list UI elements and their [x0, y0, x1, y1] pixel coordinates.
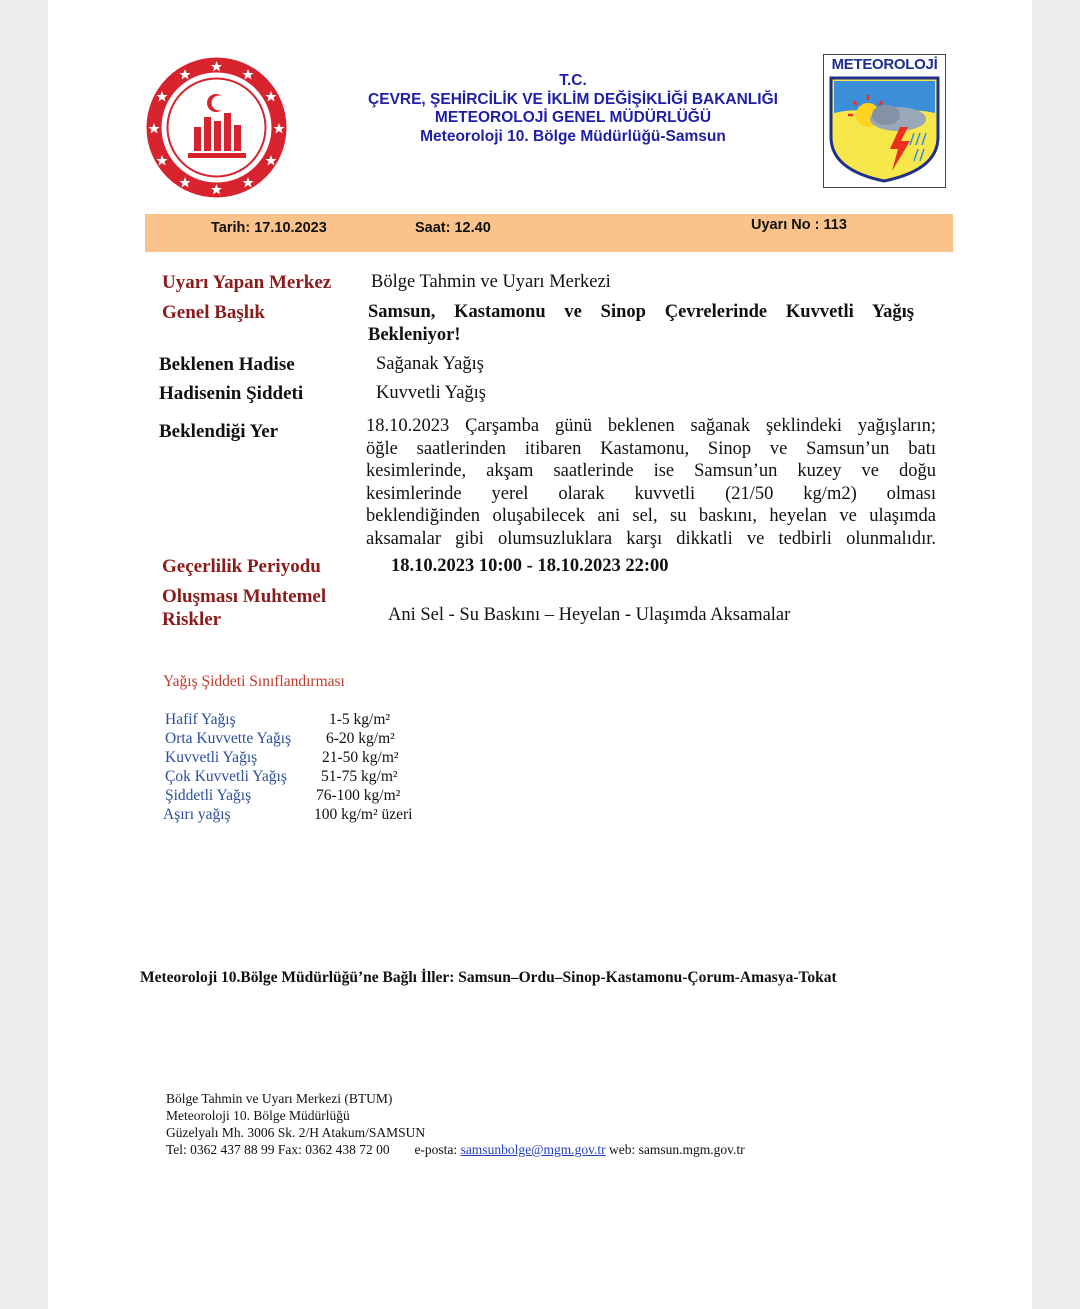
header-block [338, 72, 808, 146]
class-name: Kuvvetli Yağış [165, 749, 258, 766]
center-label: Uyarı Yapan Merkez [162, 272, 332, 293]
header-tc: T.C. [559, 72, 587, 89]
header-directorate: METEOROLOJİ GENEL MÜDÜRLÜĞÜ [434, 109, 712, 126]
class-range: 1-5 kg/m² [329, 711, 391, 728]
info-bar [145, 214, 953, 252]
footer-line2: Meteoroloji 10. Bölge Müdürlüğü [166, 1108, 350, 1123]
center-value: Bölge Tahmin ve Uyarı Merkezi [371, 272, 611, 292]
meteorology-emblem [823, 54, 946, 188]
severity-value: Kuvvetli Yağış [376, 383, 486, 403]
title-value-line2: Bekleniyor! [368, 325, 461, 345]
event-value: Sağanak Yağış [376, 354, 484, 374]
class-name: Hafif Yağış [165, 711, 236, 728]
class-range: 6-20 kg/m² [326, 730, 395, 747]
class-range: 21-50 kg/m² [322, 749, 399, 766]
email-label: e-posta: [414, 1142, 458, 1157]
class-name: Orta Kuvvette Yağış [165, 730, 292, 747]
web-text: web: samsun.mgm.gov.tr [608, 1142, 745, 1157]
date-text: Tarih: 17.10.2023 [211, 220, 327, 236]
ministry-seal-icon [144, 55, 289, 200]
time-text: Saat: 12.40 [415, 220, 491, 236]
place-line: beklendiğinden oluşabilecek ani sel, su baskını, heyelan ve ulaşımda [366, 506, 936, 526]
class-name: Çok Kuvvetli Yağış [165, 768, 287, 785]
validity-label: Geçerlilik Periyodu [162, 556, 321, 577]
header-region: Meteoroloji 10. Bölge Müdürlüğü-Samsun [420, 127, 726, 145]
class-range: 100 kg/m² üzeri [314, 806, 413, 823]
email-link[interactable]: samsunbolge@mgm.gov.tr [460, 1142, 606, 1157]
footer-contact [166, 1141, 745, 1159]
class-range: 76-100 kg/m² [316, 787, 401, 804]
classification-title: Yağış Şiddeti Sınıflandırması [163, 673, 345, 690]
meteorology-emblem-text: METEOROLOJİ [831, 56, 938, 73]
class-name: Şiddetli Yağış [165, 787, 252, 804]
place-line: kesimlerinde, akşam saatlerinde ise Samsun’un kuzey ve doğu [366, 461, 936, 481]
validity-value: 18.10.2023 10:00 - 18.10.2023 22:00 [391, 556, 669, 576]
warning-no-text: Uyarı No : 113 [751, 217, 847, 233]
event-label: Beklenen Hadise [159, 354, 295, 375]
risks-label-line2: Riskler [162, 609, 222, 630]
risks-label-line1: Oluşması Muhtemel [162, 586, 327, 607]
class-range: 51-75 kg/m² [321, 768, 398, 785]
severity-label: Hadisenin Şiddeti [159, 383, 304, 404]
place-line: aksamalar gibi olumsuzluklara karşı dikkatli ve tedbirli olunmalıdır. [366, 528, 936, 549]
footer-line1: Bölge Tahmin ve Uyarı Merkezi (BTUM) [166, 1091, 393, 1106]
class-name: Aşırı yağış [163, 806, 231, 823]
risks-value: Ani Sel - Su Baskını – Heyelan - Ulaşımda Aksamalar [388, 605, 791, 625]
place-label: Beklendiği Yer [159, 421, 279, 442]
header-ministry: ÇEVRE, ŞEHİRCİLİK VE İKLİM DEĞİŞİKLİĞİ BAKANLIĞI [368, 90, 778, 108]
meteorology-emblem-icon [828, 75, 941, 183]
footer-line3: Güzelyalı Mh. 3006 Sk. 2/H Atakum/SAMSUN [166, 1125, 426, 1140]
document-page [48, 0, 1032, 1309]
title-value-line1: Samsun, Kastamonu ve Sinop Çevrelerinde Kuvvetli Yağış [368, 302, 914, 322]
title-label: Genel Başlık [162, 302, 265, 323]
provinces-text: Meteoroloji 10.Bölge Müdürlüğü’ne Bağlı İller: Samsun–Ordu–Sinop-Kastamonu-Çorum-Amasya-Tokat [140, 969, 837, 986]
tel-fax-text: Tel: 0362 437 88 99 Fax: 0362 438 72 00 [166, 1142, 390, 1157]
place-line: kesimlerinde yerel olarak kuvvetli (21/50 kg/m2) olması [366, 483, 936, 504]
place-value [366, 415, 936, 550]
place-line: öğle saatlerinden itibaren Kastamonu, Sinop ve Samsun’un batı [366, 438, 936, 459]
place-line: 18.10.2023 Çarşamba günü beklenen sağanak şeklindeki yağışların; [366, 416, 936, 436]
